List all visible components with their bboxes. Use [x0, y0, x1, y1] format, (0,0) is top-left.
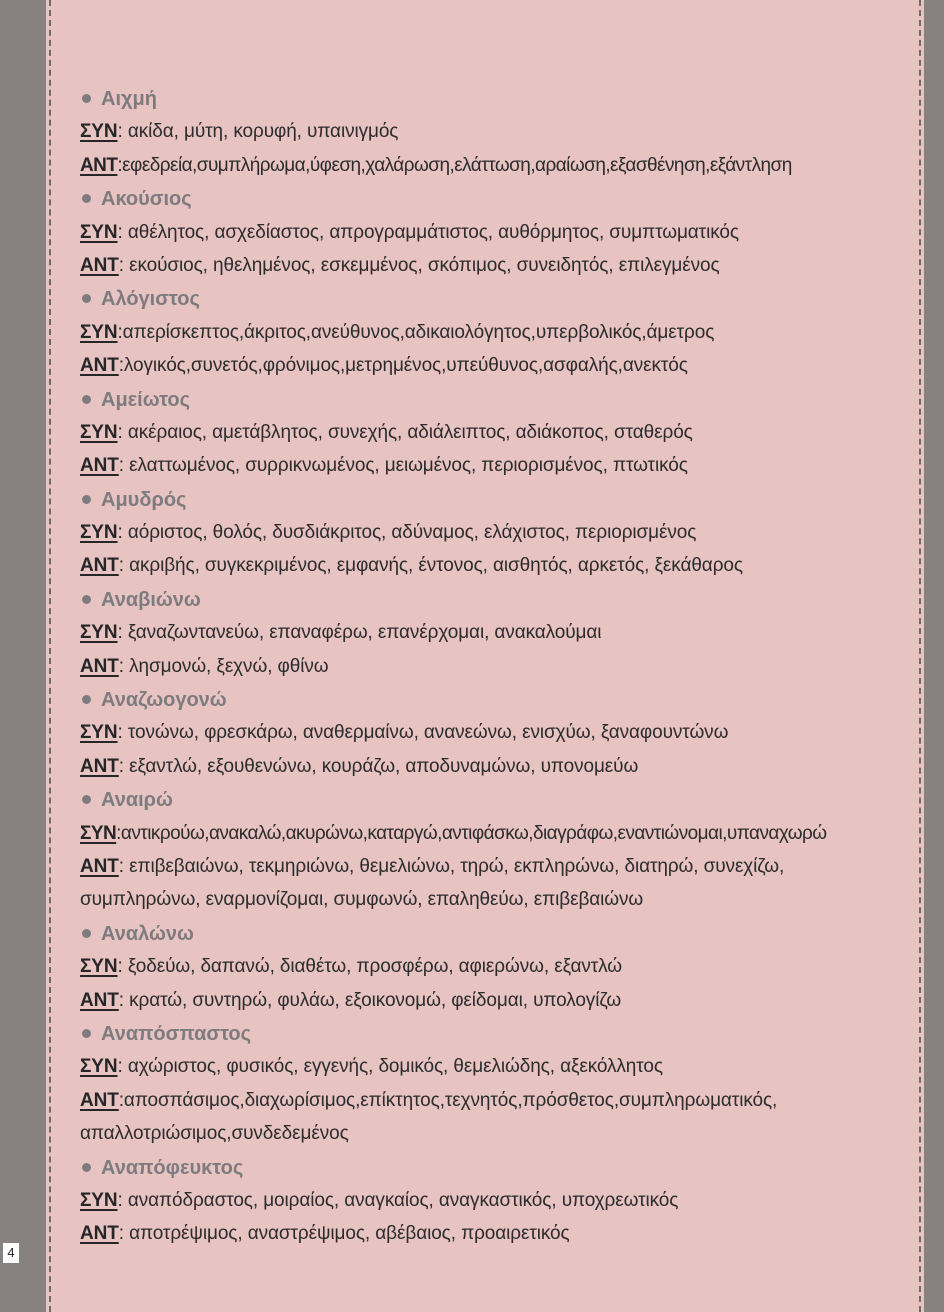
ant-label: ΑΝΤ	[80, 989, 119, 1011]
syn-label: ΣΥΝ	[80, 1056, 118, 1078]
synonyms-text: :αντικρούω,ανακαλώ,ακυρώνω,καταργώ,αντιφάσκω,διαγράφω,εναντιώνομαι,υπαναχωρώ	[116, 822, 827, 844]
synonyms-line	[80, 117, 924, 150]
entry-headword: Αιχμή	[80, 84, 924, 117]
ant-label: ΑΝΤ	[80, 555, 119, 577]
synonyms-text: : αόριστος, θολός, δυσδιάκριτος, αδύναμος, ελάχιστος, περιορισμένος	[117, 522, 697, 544]
antonyms-text: : αποτρέψιμος, αναστρέψιμος, αβέβαιος, προαιρετικός	[118, 1223, 570, 1245]
bullet-icon	[82, 929, 91, 938]
antonyms-line	[80, 652, 924, 685]
synonyms-text: : τονώνω, φρεσκάρω, αναθερμαίνω, ανανεώνω, ενισχύω, ξαναφουντώνω	[117, 722, 729, 744]
ant-label: ΑΝΤ	[80, 355, 119, 377]
synonyms-line	[80, 518, 924, 551]
entry-headword: Αλόγιστος	[80, 284, 924, 317]
synonyms-text: : ξαναζωντανεύω, επαναφέρω, επανέρχομαι, ανακαλούμαι	[117, 622, 602, 644]
entry-headword: Αναζωογονώ	[80, 685, 924, 718]
bullet-icon	[82, 495, 91, 504]
antonyms-line	[80, 251, 924, 284]
syn-label: ΣΥΝ	[80, 221, 118, 243]
entry-headword: Αναπόφευκτος	[80, 1153, 924, 1186]
antonyms-line	[80, 852, 924, 885]
synonyms-line	[80, 418, 924, 451]
synonyms-line	[80, 1186, 924, 1219]
bullet-icon	[82, 595, 91, 604]
entry-headword: Αναλώνω	[80, 919, 924, 952]
syn-label: ΣΥΝ	[80, 1189, 118, 1211]
ant-label: ΑΝΤ	[80, 1089, 119, 1111]
bullet-icon	[82, 795, 91, 804]
bullet-icon	[82, 94, 91, 103]
page-number: 4	[3, 1243, 19, 1263]
bullet-icon	[82, 395, 91, 404]
entry-headword: Αναπόσπαστος	[80, 1019, 924, 1052]
ant-label: ΑΝΤ	[80, 254, 119, 276]
synonyms-line	[80, 952, 924, 985]
syn-label: ΣΥΝ	[80, 956, 118, 978]
bullet-icon	[82, 1029, 91, 1038]
antonyms-continuation: απαλλοτριώσιμος,συνδεδεμένος	[80, 1123, 349, 1145]
antonyms-text: : λησμονώ, ξεχνώ, φθίνω	[118, 655, 329, 677]
antonyms-continuation: συμπληρώνω, εναρμονίζομαι, συμφωνώ, επαληθεύω, επιβεβαιώνω	[80, 889, 644, 911]
entry-headword: Αμυδρός	[80, 485, 924, 518]
bullet-icon	[82, 695, 91, 704]
antonyms-line	[80, 1086, 924, 1119]
synonyms-text: : αναπόδραστος, μοιραίος, αναγκαίος, αναγκαστικός, υποχρεωτικός	[117, 1189, 679, 1211]
synonyms-text: : αθέλητος, ασχεδίαστος, απρογραμμάτιστος, αυθόρμητος, συμπτωματικός	[117, 221, 739, 243]
antonyms-text: :εφεδρεία,συμπλήρωμα,ύφεση,χαλάρωση,ελάττωση,αραίωση,εξασθένηση,εξάντληση	[117, 154, 792, 176]
antonyms-text: : ελαττωμένος, συρρικνωμένος, μειωμένος, περιορισμένος, πτωτικός	[118, 455, 688, 477]
ant-label: ΑΝΤ	[80, 655, 119, 677]
antonyms-text: : επιβεβαιώνω, τεκμηριώνω, θεμελιώνω, τηρώ, εκπληρώνω, διατηρώ, συνεχίζω,	[118, 855, 785, 877]
ant-label: ΑΝΤ	[80, 455, 119, 477]
entry-headword: Αναβιώνω	[80, 585, 924, 618]
bullet-icon	[82, 194, 91, 203]
synonyms-line	[80, 218, 924, 251]
entry-headword: Αναιρώ	[80, 785, 924, 818]
antonyms-text: : εκούσιος, ηθελημένος, εσκεμμένος, σκόπιμος, συνειδητός, επιλεγμένος	[118, 254, 720, 276]
synonyms-text: : ακίδα, μύτη, κορυφή, υπαινιγμός	[117, 121, 399, 143]
synonyms-text: : ακέραιος, αμετάβλητος, συνεχής, αδιάλειπτος, αδιάκοπος, σταθερός	[117, 421, 693, 443]
synonyms-line	[80, 718, 924, 751]
document-page	[46, 0, 924, 1312]
ant-label: ΑΝΤ	[80, 755, 119, 777]
dictionary-list	[80, 84, 924, 1253]
synonyms-text: : αχώριστος, φυσικός, εγγενής, δομικός, θεμελιώδης, αξεκόλλητος	[117, 1056, 663, 1078]
antonyms-text: : εξαντλώ, εξουθενώνω, κουράζω, αποδυναμώνω, υπονομεύω	[118, 755, 639, 777]
antonyms-line	[80, 351, 924, 384]
ant-label: ΑΝΤ	[80, 855, 119, 877]
antonyms-line	[80, 151, 924, 184]
left-stitch-border	[49, 0, 51, 1312]
syn-label: ΣΥΝ	[80, 522, 118, 544]
bullet-icon	[82, 294, 91, 303]
entry-headword: Ακούσιος	[80, 184, 924, 217]
antonyms-line	[80, 752, 924, 785]
syn-label: ΣΥΝ	[80, 121, 118, 143]
syn-label: ΣΥΝ	[80, 622, 118, 644]
antonyms-line	[80, 551, 924, 584]
synonyms-line	[80, 318, 924, 351]
antonyms-text: : ακριβής, συγκεκριμένος, εμφανής, έντονος, αισθητός, αρκετός, ξεκάθαρος	[118, 555, 743, 577]
ant-label: ΑΝΤ	[80, 154, 118, 176]
syn-label: ΣΥΝ	[80, 822, 117, 844]
antonyms-text: : κρατώ, συντηρώ, φυλάω, εξοικονομώ, φείδομαι, υπολογίζω	[118, 989, 622, 1011]
antonyms-line	[80, 986, 924, 1019]
bullet-icon	[82, 1163, 91, 1172]
synonyms-text: : ξοδεύω, δαπανώ, διαθέτω, προσφέρω, αφιερώνω, εξαντλώ	[117, 956, 623, 978]
antonyms-text: :αποσπάσιμος,διαχωρίσιμος,επίκτητος,τεχνητός,πρόσθετος,συμπληρωματικός,	[118, 1089, 778, 1111]
synonyms-text: :απερίσκεπτος,άκριτος,ανεύθυνος,αδικαιολόγητος,υπερβολικός,άμετρος	[117, 321, 715, 343]
syn-label: ΣΥΝ	[80, 421, 118, 443]
syn-label: ΣΥΝ	[80, 722, 118, 744]
antonyms-line	[80, 1219, 924, 1252]
synonyms-line	[80, 618, 924, 651]
syn-label: ΣΥΝ	[80, 321, 118, 343]
antonyms-text: :λογικός,συνετός,φρόνιμος,μετρημένος,υπεύθυνος,ασφαλής,ανεκτός	[118, 355, 688, 377]
synonyms-line	[80, 1052, 924, 1085]
ant-label: ΑΝΤ	[80, 1223, 119, 1245]
antonyms-line	[80, 451, 924, 484]
synonyms-line	[80, 819, 924, 852]
entry-headword: Αμείωτος	[80, 385, 924, 418]
